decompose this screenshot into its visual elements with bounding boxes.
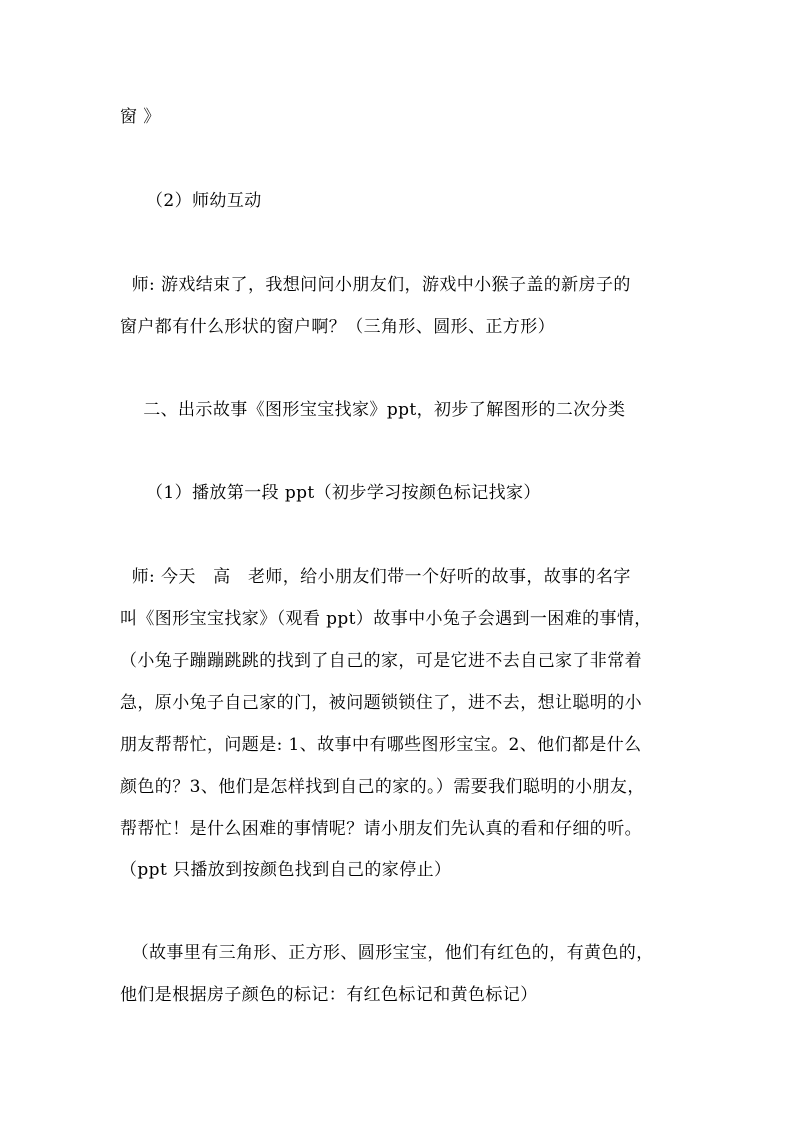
subheading-play-first-ppt: （1）播放第一段 ppt（初步学习按颜色标记找家） bbox=[146, 483, 541, 503]
story-paragraph-line-6: 颜色的？3、他们是怎样找到自己的家的。）需要我们聪明的小朋友， bbox=[120, 777, 645, 797]
answer-paragraph-line-1: （故事里有三角形、正方形、圆形宝宝，他们有红色的，有黄色的， bbox=[120, 943, 654, 963]
story-paragraph-line-8: （ppt 只播放到按颜色找到自己的家停止） bbox=[120, 860, 452, 880]
story-paragraph-line-2: 叫《图形宝宝找家》（观看 ppt）故事中小兔子会遇到一困难的事情， bbox=[120, 609, 652, 629]
teacher-question-line-2: 窗户都有什么形状的窗户啊？（三角形、圆形、正方形） bbox=[120, 317, 555, 337]
story-paragraph-line-4: 急，原小兔子自己家的门，被问题锁锁住了，进不去，想让聪明的小 bbox=[120, 693, 642, 713]
section-two-heading: 二、出示故事《图形宝宝找家》ppt，初步了解图形的二次分类 bbox=[120, 400, 626, 420]
answer-paragraph-line-2: 他们是根据房子颜色的标记：有红色标记和黄色标记） bbox=[120, 985, 538, 1005]
story-paragraph-line-3: （小兔子蹦蹦跳跳的找到了自己的家，可是它进不去自己家了非常着 bbox=[120, 651, 642, 671]
heading-teacher-child-interaction: （2）师幼互动 bbox=[146, 191, 262, 211]
text-line-window-end: 窗 》 bbox=[120, 107, 161, 127]
story-paragraph-line-1: 师: 今天 高 老师，给小朋友们带一个好听的故事，故事的名字 bbox=[120, 567, 631, 587]
story-paragraph-line-5: 朋友帮帮忙，问题是: 1、故事中有哪些图形宝宝。2、他们都是什么 bbox=[120, 735, 642, 755]
teacher-question-line-1: 师: 游戏结束了，我想问问小朋友们，游戏中小猴子盖的新房子的 bbox=[120, 275, 631, 295]
story-paragraph-line-7: 帮帮忙！是什么困难的事情呢？请小朋友们先认真的看和仔细的听。 bbox=[120, 819, 642, 839]
